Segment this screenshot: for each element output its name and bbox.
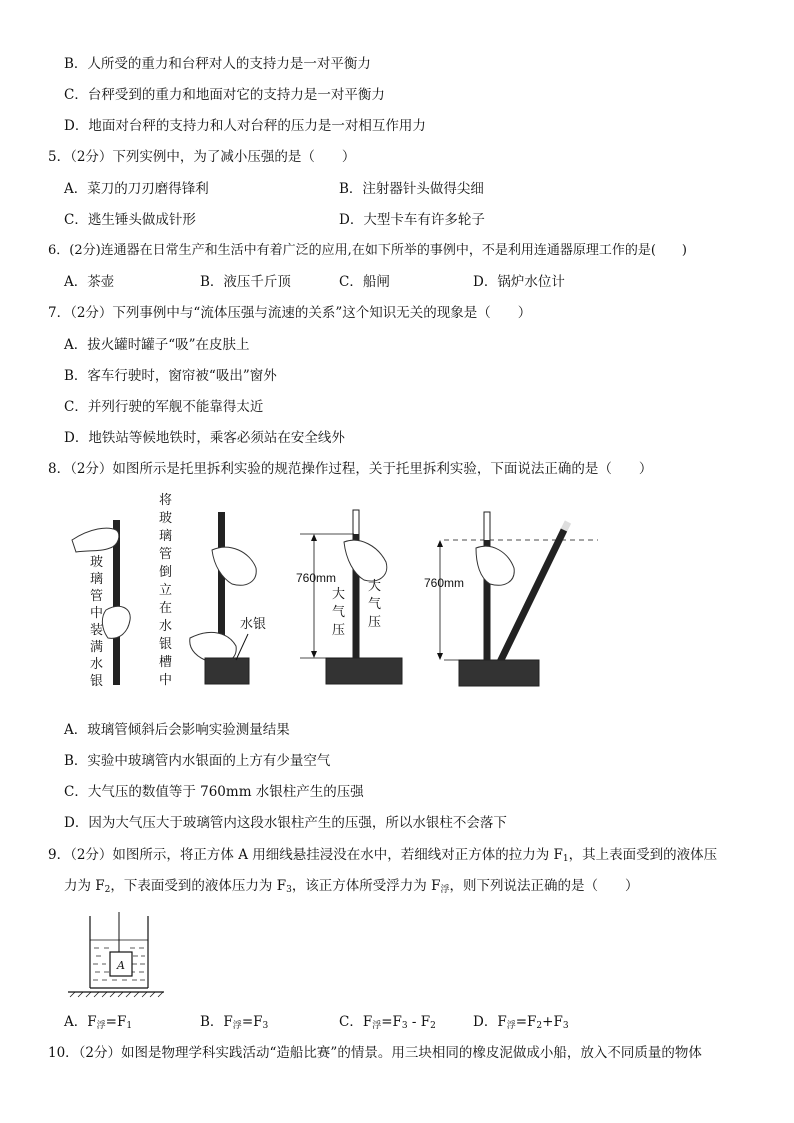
q8-option-c: C．大气压的数值等于 760mm 水银柱产生的压强 — [64, 784, 364, 800]
hand-icon — [476, 546, 514, 585]
hand-icon — [344, 540, 387, 581]
step2-char: 将 — [159, 493, 173, 508]
step2-char: 立 — [159, 583, 173, 598]
step2-char: 玻 — [159, 511, 173, 526]
step1-char: 满 — [90, 640, 104, 655]
mercury-trough-2 — [205, 658, 249, 684]
step2-char: 在 — [159, 601, 173, 616]
atm-left-char: 大 — [332, 587, 346, 602]
step1-char: 玻 — [90, 555, 104, 570]
step1-char: 装 — [90, 623, 104, 638]
step2-char: 水 — [159, 619, 173, 634]
step1-char: 银 — [90, 674, 104, 689]
torricelli-figure — [60, 490, 620, 700]
step1-char: 中 — [90, 606, 104, 621]
q5-stem: 5．（2分）下列实例中，为了减小压强的是（ ） — [48, 149, 356, 165]
q7-option-b: B．客车行驶时，窗帘被“吸出”窗外 — [64, 368, 277, 384]
step1-char: 璃 — [90, 572, 104, 587]
q9-option-b: B．$F_浮=F_3$ — [200, 1014, 269, 1031]
step2-invert — [159, 492, 266, 688]
atm-left-char: 压 — [332, 623, 346, 638]
step1-char: 管 — [90, 589, 104, 604]
atm-right-char: 大 — [368, 579, 382, 594]
q6-option-a: A．茶壶 — [64, 274, 115, 290]
q6-stem: 6．(2分)连通器在日常生产和生活中有着广泛的应用,在如下所举的事例中，不是利用连通器原理工作的是( ) — [48, 243, 687, 258]
arrow-up-icon — [311, 534, 317, 541]
mercury-label: 水银 — [240, 617, 267, 632]
step1-char: 水 — [90, 657, 104, 672]
q4-option-c: C．台秤受到的重力和地面对它的支持力是一对平衡力 — [64, 87, 385, 103]
ground-hatching — [70, 992, 163, 997]
atm-left-char: 气 — [332, 605, 346, 620]
step2-char: 中 — [159, 673, 173, 688]
q9-stem-line2: 力为 $F_2$，下表面受到的液体压力为 $F_3$，该正方体所受浮力为 $F_浮$，则下列说法正确的是（ ） — [64, 878, 639, 895]
q8-stem: 8．（2分）如图所示是托里拆利实验的规范操作过程，关于托里拆利实验，下面说法正确的是（ ） — [48, 461, 653, 477]
q5-option-b: B．注射器针头做得尖细 — [339, 181, 484, 197]
q7-option-c: C．并列行驶的军舰不能靠得太近 — [64, 399, 264, 415]
height-label-1: 760mm — [296, 571, 337, 585]
step2-char: 银 — [159, 637, 173, 652]
step2-char: 璃 — [159, 529, 173, 544]
q6-option-b: B．液压千斤顶 — [200, 274, 291, 290]
step2-char: 槽 — [159, 655, 173, 670]
step1-tube-filling — [72, 520, 130, 689]
tilted-tube — [500, 530, 564, 662]
height-label-2: 760mm — [424, 576, 465, 590]
q6-option-d: D．锅炉水位计 — [473, 274, 565, 290]
q5-option-a: A．菜刀的刀刃磨得锋利 — [64, 181, 209, 197]
q8-option-d: D．因为大气压大于玻璃管内这段水银柱产生的压强，所以水银柱不会落下 — [64, 815, 507, 831]
arrow-up-icon — [437, 540, 443, 547]
q6-option-c: C．船闸 — [339, 274, 390, 290]
mercury-pointer — [236, 634, 248, 660]
mercury-trough-3 — [326, 658, 402, 684]
hand-icon — [72, 528, 119, 552]
q10-stem: 10．（2分）如图是物理学科实践活动“造船比赛”的情景。用三块相同的橡皮泥做成小船，放入不同质量的物体 — [48, 1045, 702, 1061]
step3-measure — [296, 510, 402, 684]
q8-option-b: B．实验中玻璃管内水银面的上方有少量空气 — [64, 753, 331, 769]
q7-stem: 7．（2分）下列事例中与“流体压强与流速的关系”这个知识无关的现象是（ ） — [48, 305, 532, 321]
mercury-trough-4 — [459, 660, 539, 686]
q8-option-a: A．玻璃管倾斜后会影响实验测量结果 — [64, 722, 290, 738]
immersed-cube-figure — [66, 912, 166, 998]
q5-option-d: D．大型卡车有许多轮子 — [339, 212, 485, 228]
q7-option-d: D．地铁站等候地铁时，乘客必须站在安全线外 — [64, 430, 345, 446]
q9-option-d: D．$F_浮=F_2+F_3$ — [473, 1014, 569, 1031]
tilted-tube-tip — [564, 522, 568, 530]
q9-stem-line1: 9．（2分）如图所示，将正方体 A 用细线悬挂浸没在水中，若细线对正方体的拉力为 $F_1$，其上表面受到的液体压 — [48, 847, 718, 864]
arrow-down-icon — [311, 651, 317, 658]
atm-right-char: 气 — [368, 597, 382, 612]
cube-label: A — [117, 959, 125, 972]
q4-option-b: B．人所受的重力和台秤对人的支持力是一对平衡力 — [64, 56, 371, 72]
atm-right-char: 压 — [368, 615, 382, 630]
q9-option-c: C．$F_浮=F_3 - F_2$ — [339, 1014, 436, 1031]
q5-option-c: C．逃生锤头做成针形 — [64, 212, 196, 228]
step2-char: 管 — [159, 547, 173, 562]
step1-vertical-text — [90, 554, 103, 689]
q4-option-d: D．地面对台秤的支持力和人对台秤的压力是一对相互作用力 — [64, 118, 426, 134]
q7-option-a: A．拔火罐时罐子“吸”在皮肤上 — [64, 337, 250, 353]
step2-vertical-text — [159, 492, 172, 688]
step4-tilted — [424, 512, 598, 686]
hand-icon — [102, 606, 130, 638]
arrow-down-icon — [437, 653, 443, 660]
q9-option-a: A．$F_浮=F_1$ — [64, 1014, 133, 1031]
step2-char: 倒 — [159, 565, 173, 580]
